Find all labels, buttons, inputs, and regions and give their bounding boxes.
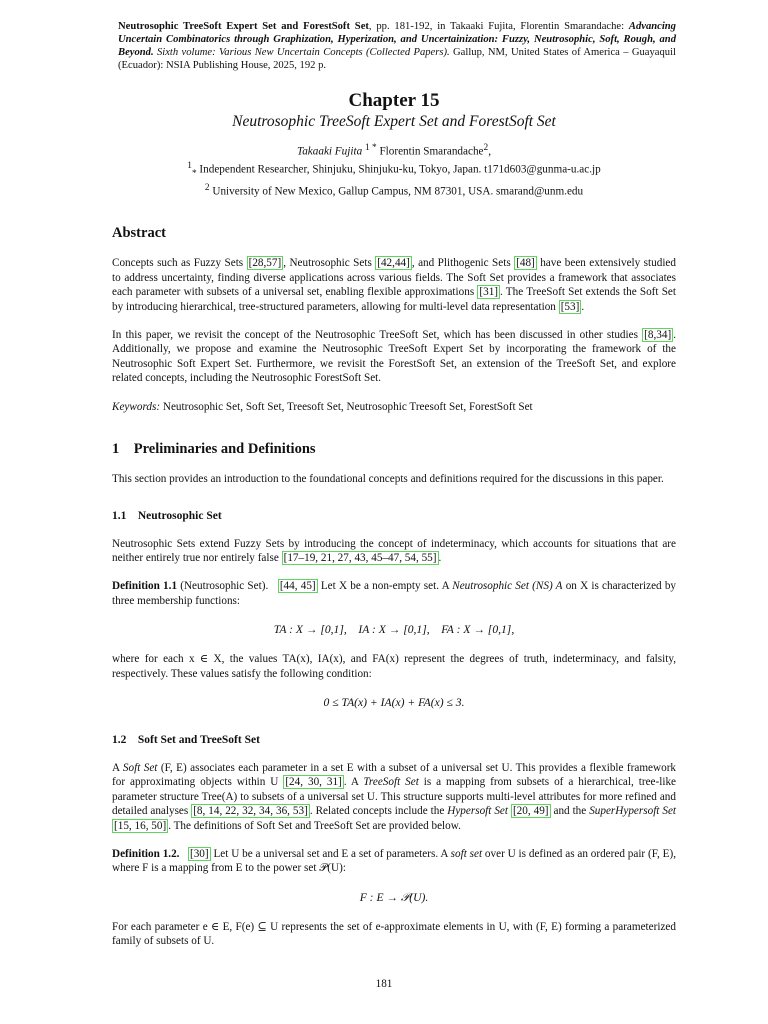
definition-1-1-explanation: where for each x ∈ X, the values TA(x), IA(x), and FA(x) represent the degrees of truth, indeterminacy, and falsity, respectively. These values satisfy the following condition: [112,653,676,680]
citation-link[interactable]: [30] [189,847,209,860]
definition-1-1: Definition 1.1 (Neutrosophic Set). [44, 45] Let X be a non-empty set. A Neutrosophic Set (NS) A on X is characterized by three membership functions: [112,580,677,607]
abstract-paragraph-2: In this paper, we revisit the concept of the Neutrosophic TreeSoft Set, which has been discussed in other studies [8,34] . Additionally, we propose and examine the Neutrosophic TreeSoft Expert Set by incorporating the framework of the Neutrosophic Soft Expert Set. Furthermore, we revisit the ForestSoft Set, an extension of the TreeSoft Set, and explore related concepts, including the Neutrosophic ForestSoft Set. [112,329,676,385]
citation-link[interactable]: [17–19, 21, 27, 43, 45–47, 54, 55] [283,551,437,564]
citation-link[interactable]: [53] [560,300,580,313]
author-2-sup: 2 [483,143,489,153]
header-title: Neutrosophic TreeSoft Expert Set and ForestSoft Set [118,21,369,32]
equation-membership-functions: TA : X → [0,1], IA : X → [0,1], FA : X → [0,1], [273,623,515,637]
definition-1-2-explanation: For each parameter e ∈ E, F(e) ⊆ U represents the set of e-approximate elements in U, with (F, E) forming a parameterized family of subsets of U. [112,920,676,948]
definition-1-2: Definition 1.2. [30] Let U be a universal set and E a set of parameters. A soft set over U is defined as an ordered pair (F, E), where F is a mapping from E to the power set 𝒫(U): [112,847,677,875]
abstract-heading: Abstract [112,225,166,242]
citation-link[interactable]: [20, 49] [512,805,549,818]
citation-link[interactable]: [8, 14, 22, 32, 34, 36, 53] [193,805,308,818]
citation-link[interactable]: [44, 45] [279,580,316,593]
citation-link[interactable]: [48] [516,257,535,270]
equation-condition: 0 ≤ TA(x) + IA(x) + FA(x) ≤ 3. [323,695,465,709]
citation-link[interactable]: [15, 16, 50] [114,819,167,832]
subsection-1-2-heading: 1.2 Soft Set and TreeSoft Set [112,733,260,746]
citation-link[interactable]: [28,57] [248,257,282,270]
abstract-paragraph-1: Concepts such as Fuzzy Sets [28,57] , Neutrosophic Sets [42,44] , and Plithogenic Sets [48] have been extensively studied to address uncertainty, finding diverse applications across various fields. The Soft Set provides a framework that associates each parameter with subsets of a universal set, enabling flexible approximations [31] . The TreeSoft Set extends the Soft Set by introducing hierarchical, tree-structured parameters, allowing for multi-level data representation [53] . [112,257,676,313]
subsection-1-1-heading: 1.1 Neutrosophic Set [112,509,222,522]
header-volume: Sixth volume: Various New Uncertain Concepts (Collected Papers). [153,47,450,58]
author-1-sup: 1 * [364,143,377,153]
citation-link[interactable]: [31] [479,286,499,299]
citation-link[interactable]: [24, 30, 31] [285,776,342,789]
keywords-label: Keywords: [112,400,161,413]
softset-paragraph: A Soft Set (F, E) associates each parameter in a set E with a subset of a universal set U. This provides a flexible framework for approximating objects within U [24, 30, 31] . A TreeSoft Set is a mapping from subsets of a hierarchical, tree-like parameter structure Tree(A) to subsets of a universal set U. This structure supports multi-level attributes for more refined and detailed analyses [8, 14, 22, 32, 34, 36, 53] . Related concepts include the Hypersoft Set [20, 49] and the SuperHypersoft Set [15, 16, 50] . The definitions of Soft Set and TreeSoft Set are provided below. [112,761,677,832]
page-number: 181 [375,978,393,990]
header-book-title: Advancing Uncertain Combinatorics through Graphization, Hyperization, and Uncertainization: Fuzzy, Neutrosophic, Soft, Rough, and Beyond. [118,21,676,58]
authors-block [112,141,676,198]
citation-link[interactable]: [42,44] [377,257,410,270]
chapter-number: Chapter 15 [348,90,440,111]
author-line: Takaaki Fujita $^{1 *}$ Florentin Smarandache$^2$, [297,143,491,158]
neutrosophic-paragraph: Neutrosophic Sets extend Fuzzy Sets by introducing the concept of indeterminacy, which accounts for situations that are neither entirely true nor entirely false [17–19, 21, 27, 43, 45–47, 54, 55] . [112,537,676,564]
citation-header [118,20,676,72]
author-1: Takaaki Fujita [297,145,363,158]
affiliation-2: $^2$ University of New Mexico, Gallup Campus, NM 87301, USA. smarand@unm.edu [204,182,584,198]
section-1-intro: This section provides an introduction to the foundational concepts and definitions required for the discussions in this paper. [112,473,664,486]
affiliation-1: $^1_*$ Independent Researcher, Shinjuku, Shinjuku-ku, Tokyo, Japan. t171d603@gunma-u.ac.jp [187,160,601,179]
citation-link[interactable]: [8,34] [644,329,672,342]
keywords: Keywords: Neutrosophic Set, Soft Set, Treesoft Set, Neutrosophic Treesoft Set, ForestSoft Set [112,400,533,413]
equation-soft-set-mapping: F : E → 𝒫(U). [359,890,429,904]
section-1-heading: 1 Preliminaries and Definitions [112,441,316,458]
author-2: Florentin Smarandache [376,145,484,158]
chapter-title: Neutrosophic TreeSoft Expert Set and ForestSoft Set [232,113,556,130]
header-publisher: Gallup, NM, United States of America – Guayaquil (Ecuador): NSIA Publishing House, 2025, 192 p. [118,47,676,71]
header-pages: , pp. 181-192, in Takaaki Fujita, Florentin Smarandache: [368,21,629,32]
